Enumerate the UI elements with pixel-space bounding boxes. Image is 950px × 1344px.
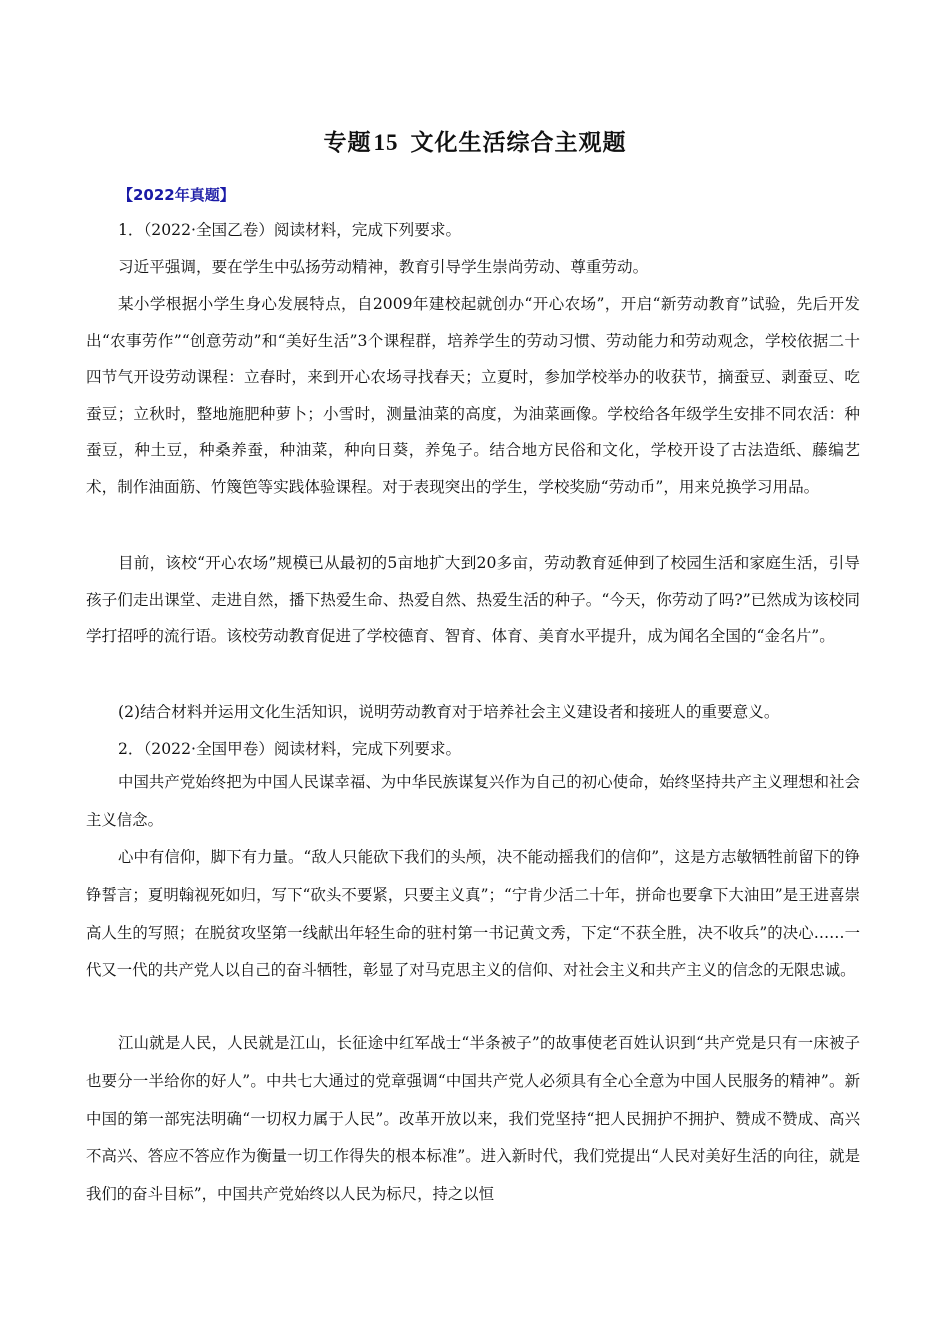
section-tag: 【2022年真题】 <box>118 186 235 204</box>
title-main: 文化生活综合主观题 <box>410 130 627 156</box>
q2-paragraph-2: 心中有信仰，脚下有力量。“敌人只能砍下我们的头颅，决不能动摇我们的信仰”，这是方志敏牺牲前留下的铮铮誓言；夏明翰视死如归，写下“砍头不要紧，只要主义真”；“宁肯少活二十年，拼命也要拿下大油田”是王进喜崇高人生的写照；在脱贫攻坚第一线献出年轻生命的驻村第一书记黄文秀，下定“不获全胜，决不收兵”的决心……一代又一代的共产党人以自己的奋斗牺牲，彰显了对马克思主义的信仰、对社会主义和共产主义的信念的无限忠诚。 <box>86 848 860 980</box>
q2-paragraph-1: 中国共产党始终把为中国人民谋幸福、为中华民族谋复兴作为自己的初心使命，始终坚持共产主义理想和社会主义信念。 <box>86 773 860 829</box>
q2-paragraph-3: 江山就是人民，人民就是江山，长征途中红军战士“半条被子”的故事使老百姓认识到“共产党是只有一床被子也要分一半给你的好人”。中共七大通过的党章强调“中国共产党人必须具有全心全意为中国人民服务的精神”。新中国的第一部宪法明确“一切权力属于人民”。改革开放以来，我们党坚持“把人民拥护不拥护、赞成不赞成、高兴不高兴、答应不答应作为衡量一切工作得失的根本标准”。进入新时代，我们党提出“人民对美好生活的向往，就是我们的奋斗目标”，中国共产党始终以人民为标尺，持之以恒 <box>86 1034 860 1204</box>
q1-paragraph-1: 习近平强调，要在学生中弘扬劳动精神，教育引导学生崇尚劳动、尊重劳动。 <box>118 258 649 276</box>
q2-header: 2．（2022·全国甲卷）阅读材料，完成下列要求。 <box>118 740 462 758</box>
q1-paragraph-2: 某小学根据小学生身心发展特点，自2009年建校起就创办“开心农场”，开启“新劳动教育”试验，先后开发出“农事劳作”“创意劳动”和“美好生活”3个课程群，培养学生的劳动习惯、劳动能力和劳动观念，学校依据二十四节气开设劳动课程：立春时，来到开心农场寻找春天；立夏时，参加学校举办的收获节，摘蚕豆、剥蚕豆、吃蚕豆；立秋时，整地施肥种萝卜；小雪时，测量油菜的高度，为油菜画像。学校给各年级学生安排不同农活：种蚕豆，种土豆，种桑养蚕，种油菜，种向日葵，养兔子。结合地方民俗和文化，学校开设了古法造纸、藤编艺术，制作油面筋、竹篾笆等实践体验课程。对于表现突出的学生，学校奖励“劳动币”，用来兑换学习用品。 <box>86 295 860 496</box>
page-title <box>0 124 950 157</box>
q1-header: 1．（2022·全国乙卷）阅读材料，完成下列要求。 <box>118 221 462 239</box>
q1-question: (2)结合材料并运用文化生活知识，说明劳动教育对于培养社会主义建设者和接班人的重要意义。 <box>118 703 780 721</box>
title-prefix: 专题 <box>323 130 372 156</box>
q1-paragraph-3: 目前，该校“开心农场”规模已从最初的5亩地扩大到20多亩，劳动教育延伸到了校园生活和家庭生活，引导孩子们走出课堂、走进自然，播下热爱生命、热爱自然、热爱生活的种子。“今天，你劳动了吗?”已然成为该校同学打招呼的流行语。该校劳动教育促进了学校德育、智育、体育、美育水平提升，成为闻名全国的“金名片”。 <box>86 554 860 646</box>
title-number: 15 <box>373 130 399 155</box>
